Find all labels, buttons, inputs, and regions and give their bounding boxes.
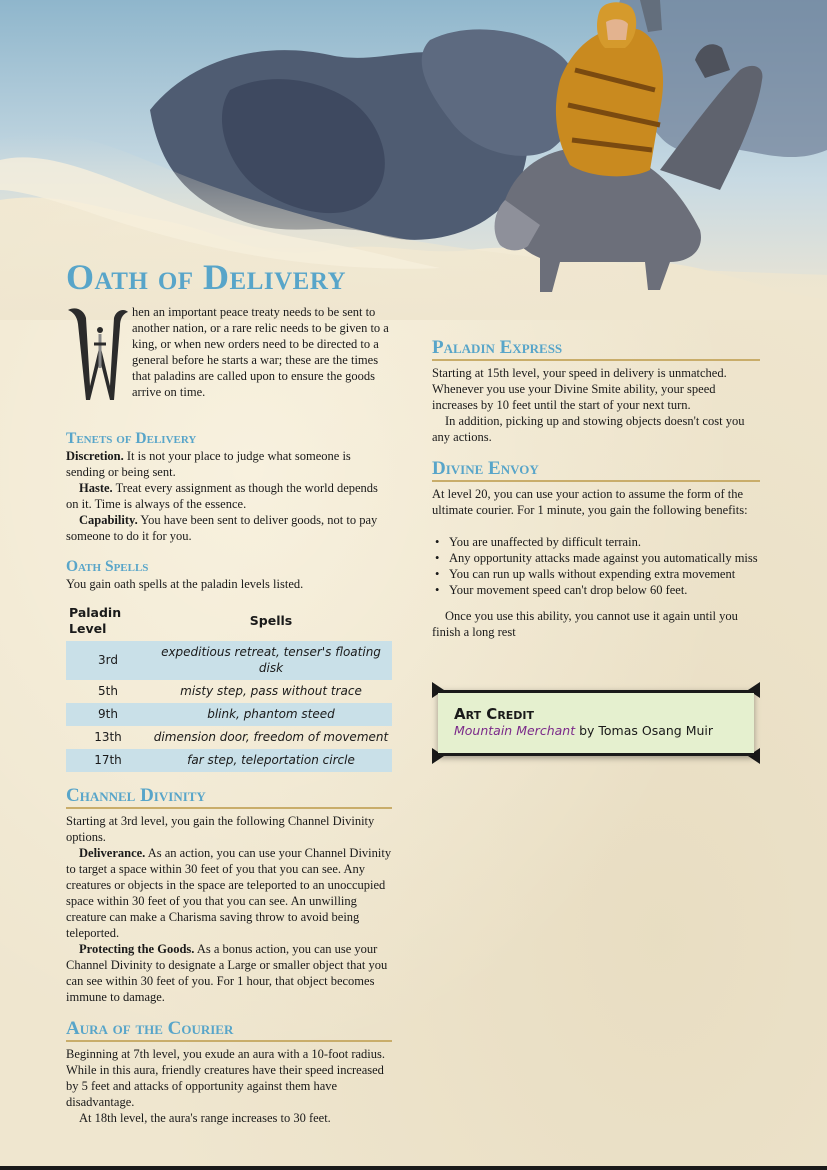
list-item: [432, 582, 760, 598]
express-paragraph-1: Starting at 15th level, your speed in delivery is unmatched. Whenever you use your Divine Smite ability, your speed increases by 10 feet until the start of your next turn.: [432, 366, 727, 412]
option-name: Protecting the Goods.: [79, 942, 195, 956]
option-name: Deliverance.: [79, 846, 146, 860]
tenet-text: Treat every assignment as though the world depends on it. Time is always of the essence.: [66, 481, 378, 511]
option-text: As a bonus action, you can use your Channel Divinity to designate a Large or smaller object that you can see within 30 feet of you. For 1 hour, that object becomes immune to damage.: [66, 942, 388, 1004]
table-row: [66, 749, 392, 772]
bullet-icon: •: [435, 583, 440, 597]
table-cell-spells: far step, teleportation circle: [150, 749, 392, 772]
list-item: [432, 566, 760, 582]
intro-paragraph: [66, 304, 392, 416]
tenet-discretion: [66, 448, 392, 480]
channel-divinity-intro: Starting at 3rd level, you gain the following Channel Divinity options.: [66, 814, 375, 844]
list-item-text: Any opportunity attacks made against you automatically miss: [449, 551, 758, 565]
table-header-row: [66, 600, 392, 641]
column-header-spells: Spells: [249, 613, 293, 628]
artist-credit: by Tomas Osang Muir: [575, 723, 714, 738]
channel-divinity-section: [66, 786, 392, 1005]
table-cell-level: 3rd: [66, 641, 150, 680]
divine-envoy-section: [432, 459, 760, 640]
tenet-text: It is not your place to judge what someone is sending or being sent.: [66, 449, 351, 479]
intro-text: hen an important peace treaty needs to be sent to another nation, or a rare relic needs to be given to a king, or when new orders need to be directed to a general before he starts a war; these are the times that paladins are called upon to ensure the goods arrive on time.: [132, 305, 389, 399]
benefits-list: [432, 534, 760, 598]
table-row: [66, 680, 392, 703]
page-title: Oath of Delivery: [66, 257, 347, 297]
tenet-name: Haste.: [79, 481, 113, 495]
spell-table: [66, 600, 392, 772]
list-item-text: Your movement speed can't drop below 60 feet.: [449, 583, 688, 597]
table-row: [66, 641, 392, 680]
paladin-express-section: [432, 338, 760, 445]
art-credit-note: [432, 682, 760, 764]
tenet-text: You have been sent to deliver goods, not to pay someone to do it for you.: [66, 513, 378, 543]
oath-spells-section: [66, 558, 392, 772]
oath-spells-text: You gain oath spells at the paladin levels listed.: [66, 577, 304, 591]
aura-heading: Aura of the Courier: [66, 1019, 392, 1042]
bullet-icon: •: [435, 551, 440, 565]
oath-spells-heading: Oath Spells: [66, 558, 149, 575]
art-credit-line: [454, 723, 738, 738]
right-column: [432, 338, 760, 654]
art-credit-box: [438, 690, 754, 756]
express-paragraph-2: In addition, picking up and stowing objects doesn't cost you any actions.: [432, 414, 745, 444]
tenet-name: Discretion.: [66, 449, 124, 463]
table-row: [66, 726, 392, 749]
tenet-haste: [66, 480, 392, 512]
list-item: [432, 550, 760, 566]
art-credit-heading: Art Credit: [454, 705, 535, 723]
paladin-express-heading: Paladin Express: [432, 338, 760, 361]
table-cell-spells: misty step, pass without trace: [180, 684, 362, 698]
tenets-section: [66, 430, 392, 544]
table-row: [66, 703, 392, 726]
aura-section: [66, 1019, 392, 1126]
channel-option-protecting: [66, 941, 392, 1005]
aura-paragraph-2: At 18th level, the aura's range increases to 30 feet.: [79, 1111, 331, 1125]
channel-divinity-heading: Channel Divinity: [66, 786, 392, 809]
table-cell-spells: dimension door, freedom of movement: [153, 730, 389, 744]
tenet-capability: [66, 512, 392, 544]
table-cell-level: 17th: [66, 749, 150, 772]
channel-option-deliverance: [66, 845, 392, 941]
tenet-name: Capability.: [79, 513, 138, 527]
envoy-paragraph-2: Once you use this ability, you cannot use it again until you finish a long rest: [432, 609, 738, 639]
list-item-text: You can run up walls without expending extra movement: [449, 567, 736, 581]
table-cell-level: 9th: [66, 703, 150, 726]
option-text: As an action, you can use your Channel Divinity to target a space within 30 feet of you that you can see. Any creatures or objects in the space are teleported to an unoccupied space within 30 feet of you that you can see. An unwilling creature can make a Charisma saving throw to avoid being teleported.: [66, 846, 392, 940]
envoy-paragraph-1: At level 20, you can use your action to assume the form of the ultimate courier. For 1 minute, you gain the following benefits:: [432, 487, 748, 517]
column-header-level: Paladin Level: [69, 605, 122, 636]
table-cell-spells: expeditious retreat, tenser's floating disk: [150, 641, 392, 680]
table-cell-level: 13th: [94, 730, 122, 744]
bullet-icon: •: [435, 567, 440, 581]
bullet-icon: •: [435, 535, 440, 549]
tenets-heading: Tenets of Delivery: [66, 430, 197, 447]
page-bottom-edge: [0, 1166, 827, 1170]
divine-envoy-heading: Divine Envoy: [432, 459, 760, 482]
artwork-title: Mountain Merchant: [454, 723, 576, 738]
table-cell-spells: blink, phantom steed: [150, 703, 392, 726]
list-item-text: You are unaffected by difficult terrain.: [449, 535, 641, 549]
list-item: [432, 534, 760, 550]
aura-paragraph-1: Beginning at 7th level, you exude an aura with a 10-foot radius. While in this aura, friendly creatures have their speed increased by 5 feet and attacks of opportunity against them have disadvantage.: [66, 1047, 386, 1109]
left-column: [66, 258, 392, 1140]
table-cell-level: 5th: [98, 684, 118, 698]
